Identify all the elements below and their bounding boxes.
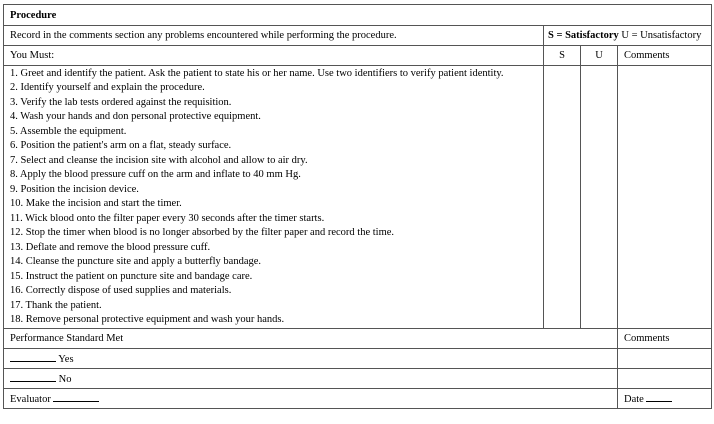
performance-row bbox=[4, 329, 712, 349]
step-item: 12. Stop the timer when blood is no longer absorbed by the filter paper and record the time. bbox=[10, 227, 395, 238]
step-item: 11. Wick blood onto the filter paper every 30 seconds after the timer starts. bbox=[10, 212, 325, 224]
step-item: 17. Thank the patient. bbox=[10, 299, 102, 311]
instructions-text: Record in the comments section any problems encountered while performing the procedure. bbox=[4, 26, 544, 46]
column-header-row bbox=[4, 46, 712, 66]
step-item: 1. Greet and identify the patient. Ask the patient to state his or her name. Use two identifiers to verify patient identity. bbox=[10, 67, 504, 79]
comments-column-cell[interactable] bbox=[618, 66, 712, 329]
step-item: 9. Position the incision device. bbox=[10, 183, 139, 195]
step-item: 5. Assemble the equipment. bbox=[10, 125, 127, 137]
step-item: 6. Position the patient's arm on a flat, steady surface. bbox=[10, 140, 232, 151]
title-row bbox=[4, 5, 712, 26]
yes-comments-cell[interactable] bbox=[618, 349, 712, 369]
step-item: 7. Select and cleanse the incision site with alcohol and allow to air dry. bbox=[10, 154, 308, 166]
evaluator-row bbox=[4, 389, 712, 409]
steps-list bbox=[10, 67, 537, 328]
no-label: No bbox=[58, 373, 72, 385]
no-blank-line[interactable] bbox=[10, 372, 56, 382]
yes-option[interactable] bbox=[4, 349, 618, 369]
step-item: 2. Identify yourself and explain the procedure. bbox=[10, 82, 205, 93]
u-column-header: U bbox=[581, 46, 618, 66]
step-item: 16. Correctly dispose of used supplies and materials. bbox=[10, 285, 232, 296]
you-must-header: You Must: bbox=[4, 46, 544, 66]
comments-column-header: Comments bbox=[618, 46, 712, 66]
yes-row bbox=[4, 349, 712, 369]
instructions-row bbox=[4, 26, 712, 46]
legend-cell bbox=[544, 26, 712, 46]
steps-cell bbox=[4, 66, 544, 329]
step-item: 13. Deflate and remove the blood pressure cuff. bbox=[10, 241, 211, 253]
no-option[interactable] bbox=[4, 369, 618, 389]
evaluator-label: Evaluator bbox=[10, 393, 51, 405]
s-column-header: S bbox=[544, 46, 581, 66]
date-cell bbox=[618, 389, 712, 409]
performance-label: Performance Standard Met bbox=[4, 329, 618, 349]
legend-satisfactory: S = Satisfactory bbox=[548, 30, 619, 41]
step-item: 3. Verify the lab tests ordered against the requisition. bbox=[10, 96, 232, 108]
step-item: 15. Instruct the patient on puncture site and bandage care. bbox=[10, 270, 253, 282]
step-item: 10. Make the incision and start the timer. bbox=[10, 198, 182, 209]
evaluator-cell bbox=[4, 389, 618, 409]
s-column-cell[interactable] bbox=[544, 66, 581, 329]
step-item: 14. Cleanse the puncture site and apply a butterfly bandage. bbox=[10, 256, 262, 267]
no-row bbox=[4, 369, 712, 389]
no-comments-cell[interactable] bbox=[618, 369, 712, 389]
u-column-cell[interactable] bbox=[581, 66, 618, 329]
steps-row bbox=[4, 66, 712, 329]
performance-comments-label: Comments bbox=[618, 329, 712, 349]
legend-unsatisfactory: U = Unsatisfactory bbox=[621, 30, 702, 41]
evaluator-blank-line[interactable] bbox=[53, 392, 99, 402]
yes-label: Yes bbox=[58, 353, 74, 365]
step-item: 18. Remove personal protective equipment and wash your hands. bbox=[10, 314, 285, 325]
step-item: 4. Wash your hands and don personal protective equipment. bbox=[10, 111, 261, 122]
date-label: Date bbox=[624, 393, 644, 405]
step-item: 8. Apply the blood pressure cuff on the arm and inflate to 40 mm Hg. bbox=[10, 169, 301, 180]
form-title: Procedure bbox=[4, 5, 712, 26]
yes-blank-line[interactable] bbox=[10, 352, 56, 362]
procedure-form bbox=[3, 4, 712, 409]
date-blank-line[interactable] bbox=[646, 392, 672, 402]
